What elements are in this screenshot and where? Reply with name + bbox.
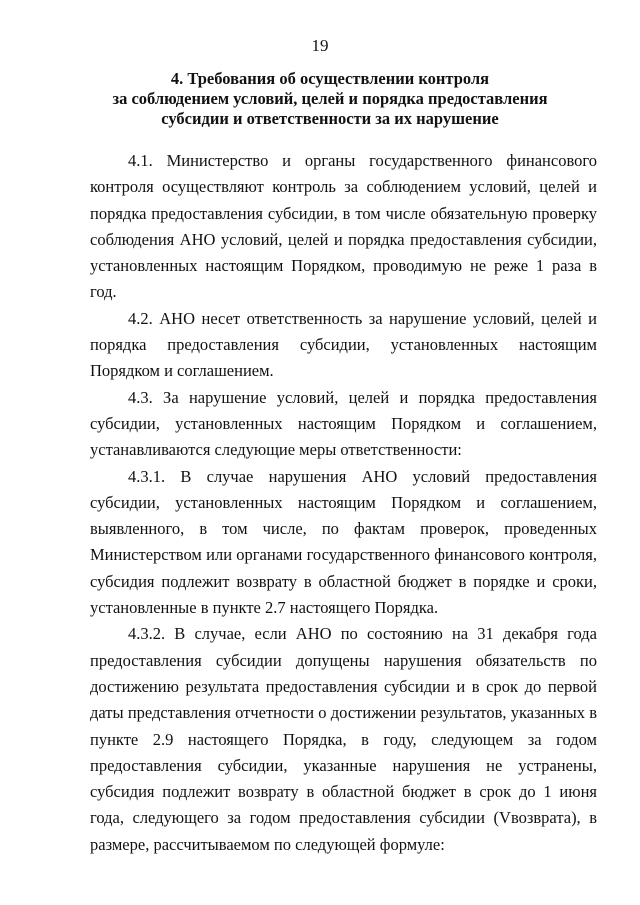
page-number: 19 bbox=[311, 36, 329, 55]
paragraph-4-3-2: 4.3.2. В случае, если АНО по состоянию на 31 декабря года предоставления субсидии допущены нарушения обязательств по достижению результата предоставления субсидии и в срок до первой даты представления отчетности о достижении результатов, указанных в пункте 2.9 настоящего Порядка, в году, следующем за годом предоставления субсидии, указанные нарушения не устранены, субсидия подлежит возврату в областной бюджет в срок до 1 июня года, следующего за годом предоставления субсидии (Vвозврата), в размере, рассчитываемом по следующей формуле: bbox=[90, 624, 597, 854]
section-heading bbox=[90, 69, 570, 129]
section-heading-line: 4. Требования об осуществлении контроля bbox=[170, 69, 490, 88]
paragraph-4-1: 4.1. Министерство и органы государственного финансового контроля осуществляют контроль за соблюдением условий, целей и порядка предоставления субсидии, в том числе обязательную проверку соблюдения АНО условий, целей и порядка предоставления субсидии, установленных настоящим Порядком, проводимую не реже 1 раза в год. bbox=[90, 151, 597, 302]
section-heading-line: за соблюдением условий, целей и порядка предоставления bbox=[112, 89, 548, 108]
paragraph-4-3: 4.3. За нарушение условий, целей и порядка предоставления субсидии, установленных настоящим Порядком и соглашением, устанавливаются следующие меры ответственности: bbox=[90, 387, 597, 460]
section-heading-line: субсидии и ответственности за их нарушение bbox=[161, 109, 499, 128]
section-body bbox=[90, 148, 597, 858]
paragraph-4-3-1: 4.3.1. В случае нарушения АНО условий предоставления субсидии, установленных настоящим Порядком и соглашением, выявленного, в том числе, по фактам проверок, проведенных Министерством или органами государственного финансового контроля, субсидия подлежит возврату в областной бюджет в порядке и сроки, установленные в пункте 2.7 настоящего Порядка. bbox=[90, 466, 597, 618]
paragraph-4-2: 4.2. АНО несет ответственность за нарушение условий, целей и порядка предоставления субсидии, установленных настоящим Порядком и соглашением. bbox=[90, 308, 597, 381]
